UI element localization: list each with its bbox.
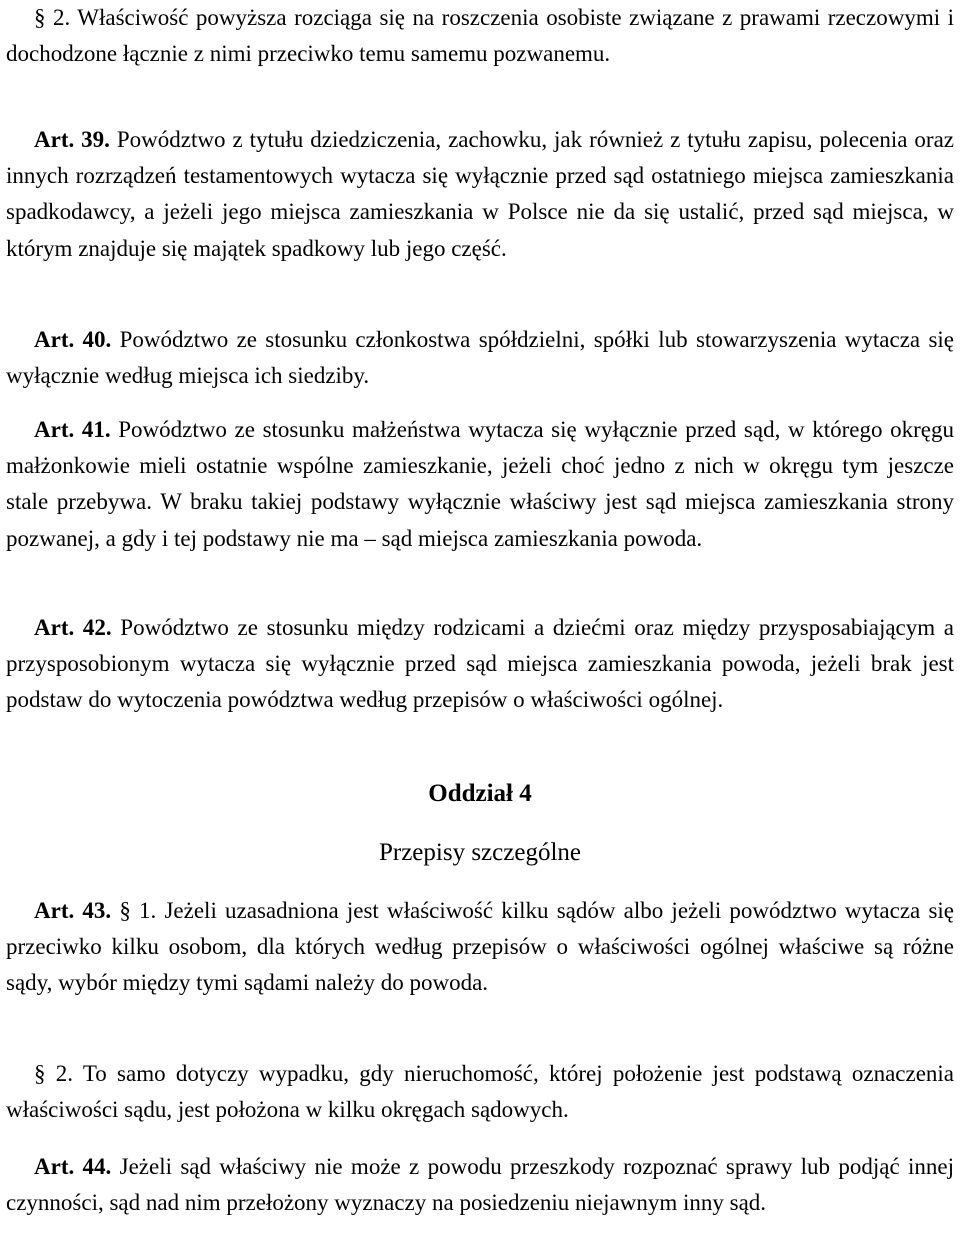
paragraph-text: § 1. Jeżeli uzasadniona jest właściwość kilku sądów albo jeżeli powództwo wytacza się przeciwko kilku osobom, dla których według przepisów o właściwości ogólnej właściwe są różne sądy, wybór między tymi sądami należy do powoda. [6, 898, 954, 996]
article-number: Art. 43. [34, 898, 112, 923]
section-heading: Oddział 4 [428, 780, 532, 807]
paragraph-text: Jeżeli sąd właściwy nie może z powodu przeszkody rozpoznać sprawy lub podjąć innej czynności, sąd nad nim przełożony wyznaczy na posiedzeniu niejawnym inny sąd. [6, 1154, 954, 1216]
paragraph-text: Właściwość powyższa rozciąga się na roszczenia osobiste związane z prawami rzeczowymi i dochodzone łącznie z nimi przeciwko temu samemu pozwanemu. [6, 5, 954, 67]
paragraph-text: To samo dotyczy wypadku, gdy nieruchomość, której położenie jest podstawą oznaczenia właściwości sądu, jest położona w kilku okręgach sądowych. [6, 1061, 955, 1123]
paragraph-art44 [6, 1149, 954, 1221]
article-number: Art. 44. [34, 1154, 112, 1179]
paragraph-art40 [6, 322, 954, 394]
article-number: Art. 39. [34, 127, 110, 152]
paragraph-art43-section1 [6, 893, 954, 1002]
section-number: § 2. [34, 1061, 74, 1086]
section-subheading: Przepisy szczególne [378, 839, 581, 866]
paragraph-art38-section2 [6, 0, 954, 72]
article-number: Art. 41. [34, 417, 111, 442]
paragraph-text: Powództwo ze stosunku członkostwa spółdzielni, spółki lub stowarzyszenia wytacza się wyłącznie według miejsca ich siedziby. [6, 327, 954, 389]
paragraph-text: Powództwo z tytułu dziedziczenia, zachowku, jak również z tytułu zapisu, polecenia oraz innych rozrządzeń testamentowych wytacza się wyłącznie przed sąd ostatniego miejsca zamieszkania spadkodawcy, a jeżeli jego miejsca zamieszkania w Polsce nie da się ustalić, przed sąd miejsca, w którym znajduje się majątek spadkowy lub jego część. [6, 127, 954, 261]
section-number: § 2. [34, 5, 71, 30]
article-number: Art. 40. [34, 327, 112, 352]
paragraph-art41 [6, 412, 954, 557]
paragraph-text: Powództwo ze stosunku małżeństwa wytacza się wyłącznie przed sąd, w którego okręgu małżonkowie mieli ostatnie wspólne zamieszkanie, jeżeli choć jedno z nich w okręgu tym jeszcze stale przebywa. W braku takiej podstawy wyłącznie właściwy jest sąd miejsca zamieszkania strony pozwanej, a gdy i tej podstawy nie ma – sąd miejsca zamieszkania powoda. [6, 417, 954, 551]
paragraph-art43-section2 [6, 1056, 954, 1128]
paragraph-art42 [6, 610, 954, 719]
paragraph-art39 [6, 122, 954, 267]
paragraph-text: Powództwo ze stosunku między rodzicami a dziećmi oraz między przysposabiającym a przysposobionym wytacza się wyłącznie przed sąd miejsca zamieszkania powoda, jeżeli brak jest podstaw do wytoczenia powództwa według przepisów o właściwości ogólnej. [6, 615, 955, 713]
article-number: Art. 42. [34, 615, 112, 640]
